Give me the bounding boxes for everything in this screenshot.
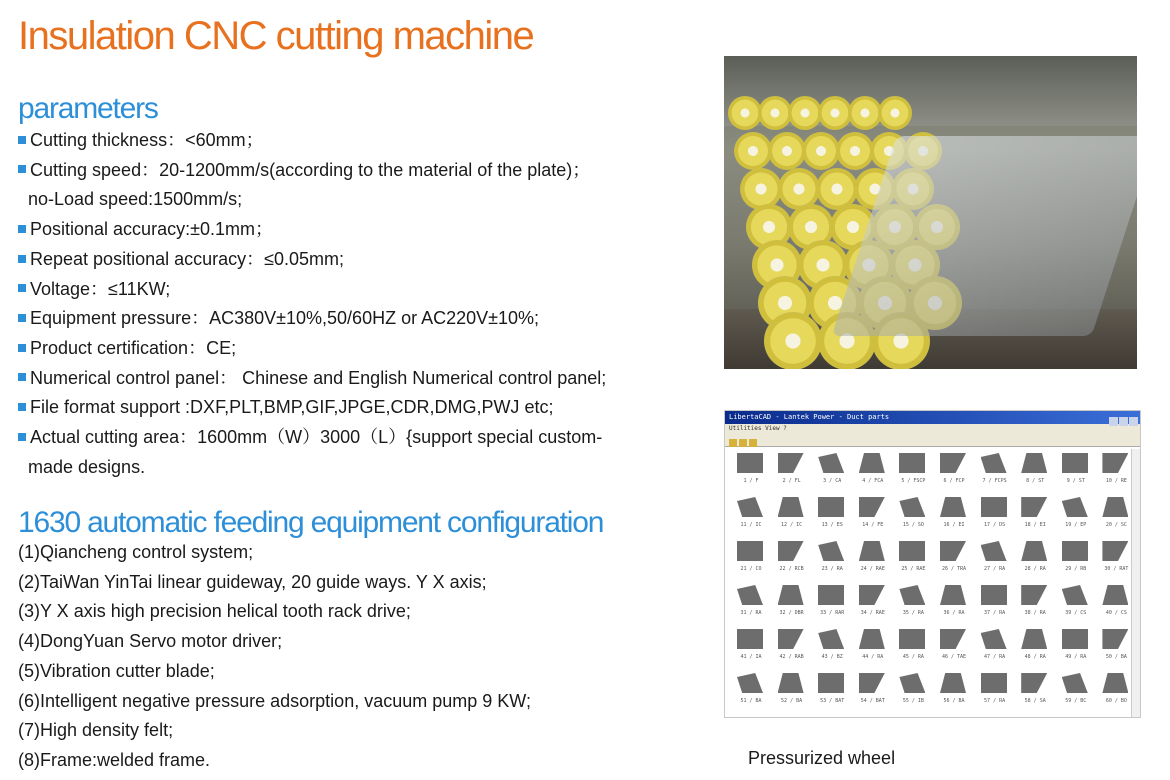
duct-part-thumbnail[interactable] [1054, 625, 1098, 669]
duct-part-thumbnail[interactable] [1013, 625, 1057, 669]
duct-part-label: 19 / EP [1065, 522, 1087, 528]
duct-part-thumbnail[interactable] [932, 449, 976, 493]
duct-part-icon [1102, 497, 1128, 517]
duct-part-icon [981, 453, 1007, 473]
screenshot-titlebar: LibertaCAD - Lantek Power - Duct parts [725, 411, 1140, 424]
minimize-icon [1109, 417, 1118, 426]
parameter-text: made designs. [28, 456, 146, 477]
duct-part-icon [737, 673, 763, 693]
duct-part-label: 6 / FCP [943, 478, 965, 484]
duct-part-icon [940, 453, 966, 473]
duct-part-label: 59 / BC [1065, 698, 1087, 704]
duct-part-thumbnail[interactable] [973, 581, 1017, 625]
duct-part-icon [940, 497, 966, 517]
maximize-icon [1119, 417, 1128, 426]
duct-part-icon [981, 629, 1007, 649]
pipe-end [734, 132, 772, 170]
duct-part-thumbnail[interactable] [810, 581, 854, 625]
duct-part-thumbnail[interactable] [1013, 537, 1057, 581]
duct-part-icon [818, 629, 844, 649]
duct-part-label: 11 / IC [740, 522, 762, 528]
duct-part-icon [940, 585, 966, 605]
parameter-item [18, 423, 708, 453]
duct-part-label: 2 / FL [782, 478, 801, 484]
duct-part-icon [1102, 673, 1128, 693]
duct-part-thumbnail[interactable] [891, 537, 935, 581]
duct-part-label: 56 / BA [943, 698, 965, 704]
configuration-item: (8)Frame:welded frame. [18, 749, 211, 770]
duct-part-thumbnail[interactable] [851, 449, 895, 493]
duct-part-thumbnail[interactable] [851, 581, 895, 625]
duct-part-label: 5 / FSCP [901, 478, 926, 484]
configuration-item: (1)Qiancheng control system; [18, 542, 254, 562]
duct-part-label: 57 / RA [984, 698, 1006, 704]
duct-part-label: 29 / RB [1065, 566, 1087, 572]
duct-part-icon [899, 453, 925, 473]
configuration-item: (7)High density felt; [18, 720, 174, 741]
duct-part-label: 23 / RA [821, 566, 843, 572]
duct-part-icon [940, 629, 966, 649]
duct-part-icon [981, 541, 1007, 561]
duct-part-icon [859, 629, 885, 649]
duct-part-icon [1021, 453, 1047, 473]
duct-part-icon [737, 497, 763, 517]
duct-part-label: 24 / RAE [860, 566, 885, 572]
duct-part-thumbnail[interactable] [1054, 537, 1098, 581]
duct-part-label: 30 / RAT [1104, 566, 1129, 572]
duct-part-thumbnail[interactable] [973, 537, 1017, 581]
configuration-list [18, 538, 531, 776]
duct-part-thumbnail[interactable] [810, 493, 854, 537]
duct-part-thumbnail[interactable] [932, 493, 976, 537]
duct-part-label: 40 / CS [1105, 610, 1127, 616]
square-bullet-icon [18, 284, 26, 292]
duct-part-label: 4 / FCA [862, 478, 884, 484]
duct-part-icon [859, 541, 885, 561]
duct-part-label: 28 / RA [1024, 566, 1046, 572]
pipe-end [818, 96, 852, 130]
duct-part-thumbnail[interactable] [1013, 493, 1057, 537]
duct-part-thumbnail[interactable] [770, 537, 814, 581]
duct-part-thumbnail[interactable] [729, 581, 773, 625]
pipe-end [836, 132, 874, 170]
duct-part-label: 47 / RA [984, 654, 1006, 660]
duct-part-thumbnail[interactable] [810, 625, 854, 669]
duct-part-icon [899, 497, 925, 517]
duct-part-label: 15 / SO [902, 522, 924, 528]
parameter-item [18, 393, 708, 423]
duct-part-icon [859, 497, 885, 517]
duct-part-label: 7 / FCPS [982, 478, 1007, 484]
duct-part-icon [778, 541, 804, 561]
duct-part-icon [859, 453, 885, 473]
duct-part-thumbnail[interactable] [770, 625, 814, 669]
configuration-heading: 1630 automatic feeding equipment configuration [18, 506, 604, 539]
pipe-end [728, 96, 762, 130]
configuration-item: (2)TaiWan YinTai linear guideway, 20 guide ways. Y X axis; [18, 571, 487, 592]
square-bullet-icon [18, 433, 26, 441]
screenshot-scrollbar [1131, 449, 1140, 717]
duct-part-icon [778, 673, 804, 693]
pipe-end [878, 96, 912, 130]
square-bullet-icon [18, 314, 26, 322]
pipe-end [768, 132, 806, 170]
duct-part-label: 22 / RCB [779, 566, 804, 572]
duct-part-icon [778, 585, 804, 605]
square-bullet-icon [18, 165, 26, 173]
window-controls [1108, 413, 1138, 422]
duct-part-thumbnail[interactable] [810, 537, 854, 581]
duct-part-label: 45 / RA [902, 654, 924, 660]
duct-part-thumbnail[interactable] [891, 669, 935, 713]
duct-part-thumbnail[interactable] [1054, 581, 1098, 625]
duct-part-icon [981, 673, 1007, 693]
duct-part-icon [1062, 629, 1088, 649]
duct-part-icon [778, 629, 804, 649]
parameter-text: no-Load speed:1500mm/s; [28, 189, 243, 210]
parameter-item [18, 126, 708, 156]
parameter-item [18, 185, 708, 215]
duct-part-icon [1021, 585, 1047, 605]
duct-part-thumbnail[interactable] [770, 493, 814, 537]
parameter-text: Numerical control panel： Chinese and English Numerical control panel; [30, 367, 607, 388]
duct-part-label: 46 / TAE [941, 654, 967, 660]
duct-part-icon [859, 585, 885, 605]
duct-part-thumbnail[interactable] [770, 581, 814, 625]
duct-part-icon [737, 541, 763, 561]
duct-part-thumbnail[interactable] [1054, 669, 1098, 713]
duct-part-label: 8 / ST [1026, 478, 1045, 484]
duct-part-icon [1102, 585, 1128, 605]
duct-part-icon [899, 673, 925, 693]
duct-part-thumbnail[interactable] [810, 669, 854, 713]
configuration-item: (4)DongYuan Servo motor driver; [18, 631, 283, 652]
duct-part-label: 60 / BO [1105, 698, 1127, 704]
duct-part-label: 18 / EI [1024, 522, 1046, 528]
duct-part-thumbnail[interactable] [932, 625, 976, 669]
duct-part-label: 39 / CS [1065, 610, 1087, 616]
duct-part-icon [818, 541, 844, 561]
duct-part-label: 25 / RAE [901, 566, 926, 572]
duct-part-icon [899, 585, 925, 605]
duct-part-label: 9 / ST [1066, 478, 1085, 484]
duct-part-label: 42 / RAB [779, 654, 804, 660]
parameter-item [18, 215, 708, 245]
duct-part-icon [1021, 673, 1047, 693]
duct-part-label: 43 / BZ [821, 654, 843, 660]
duct-part-thumbnail[interactable] [1054, 493, 1098, 537]
duct-part-icon [737, 585, 763, 605]
duct-part-icon [818, 673, 844, 693]
parameter-item [18, 275, 708, 305]
duct-part-thumbnail[interactable] [973, 493, 1017, 537]
duct-part-thumbnail[interactable] [770, 669, 814, 713]
duct-part-icon [940, 541, 966, 561]
duct-part-thumbnail[interactable] [729, 669, 773, 713]
duct-part-label: 26 / TRA [941, 566, 967, 572]
duct-part-icon [1102, 453, 1128, 473]
duct-part-label: 50 / BA [1105, 654, 1127, 660]
duct-part-thumbnail[interactable] [1013, 669, 1057, 713]
duct-part-icon [899, 541, 925, 561]
duct-part-thumbnail[interactable] [1013, 449, 1057, 493]
duct-part-thumbnail[interactable] [729, 537, 773, 581]
duct-part-thumbnail[interactable] [932, 537, 976, 581]
square-bullet-icon [18, 136, 26, 144]
duct-part-label: 36 / RA [943, 610, 965, 616]
duct-part-icon [1062, 673, 1088, 693]
duct-part-icon [1021, 629, 1047, 649]
screenshot-menubar: Utilities View ? [725, 424, 1140, 434]
duct-part-icon [859, 673, 885, 693]
duct-part-icon [1062, 453, 1088, 473]
duct-part-icon [818, 453, 844, 473]
duct-part-thumbnail[interactable] [729, 449, 773, 493]
duct-part-thumbnail[interactable] [891, 493, 935, 537]
duct-part-thumbnail[interactable] [973, 449, 1017, 493]
square-bullet-icon [18, 403, 26, 411]
parameter-item [18, 156, 708, 186]
parameter-text: Cutting speed：20-1200mm/s(according to the material of the plate)； [30, 159, 591, 180]
parameter-text: File format support :DXF,PLT,BMP,GIF,JPGE,CDR,DMG,PWJ etc; [30, 397, 554, 418]
duct-part-thumbnail[interactable] [973, 669, 1017, 713]
duct-part-label: 20 / SC [1105, 522, 1127, 528]
duct-part-thumbnail[interactable] [932, 669, 976, 713]
screenshot-toolbar [725, 434, 1140, 447]
duct-part-label: 41 / IA [740, 654, 762, 660]
duct-part-thumbnail[interactable] [1013, 581, 1057, 625]
configuration-item: (5)Vibration cutter blade; [18, 660, 215, 681]
duct-part-label: 10 / RE [1105, 478, 1127, 484]
square-bullet-icon [18, 225, 26, 233]
duct-part-label: 58 / SA [1024, 698, 1046, 704]
duct-part-label: 33 / RAR [820, 610, 845, 616]
duct-part-label: 55 / IB [902, 698, 924, 704]
duct-part-label: 48 / RA [1024, 654, 1046, 660]
duct-part-icon [737, 453, 763, 473]
duct-part-label: 21 / CO [740, 566, 762, 572]
duct-part-label: 35 / RA [902, 610, 924, 616]
configuration-item: (6)Intelligent negative pressure adsorption, vacuum pump 9 KW; [18, 690, 531, 711]
duct-part-label: 31 / RA [740, 610, 762, 616]
duct-part-icon [1102, 629, 1128, 649]
duct-part-thumbnail[interactable] [891, 581, 935, 625]
duct-part-icon [940, 673, 966, 693]
parameters-list [18, 126, 708, 482]
duct-part-icon [1062, 541, 1088, 561]
duct-part-icon [1021, 541, 1047, 561]
duct-part-thumbnail[interactable] [932, 581, 976, 625]
duct-part-icon [737, 629, 763, 649]
duct-part-thumbnail[interactable] [810, 449, 854, 493]
duct-part-label: 17 / DS [984, 522, 1006, 528]
parameter-text: Cutting thickness：<60mm； [30, 130, 264, 150]
duct-part-label: 13 / ES [821, 522, 843, 528]
square-bullet-icon [18, 373, 26, 381]
duct-part-icon [1021, 497, 1047, 517]
duct-part-label: 12 / IC [781, 522, 803, 528]
parts-grid [729, 449, 1135, 715]
duct-part-thumbnail[interactable] [973, 625, 1017, 669]
pipe-end [802, 132, 840, 170]
parameter-text: Actual cutting area：1600mm（W）3000（L）{support special custom- [30, 427, 603, 448]
duct-part-icon [778, 497, 804, 517]
configuration-item: (3)Y X axis high precision helical tooth rack drive; [18, 601, 411, 622]
parameter-item [18, 245, 708, 275]
pipe-end [848, 96, 882, 130]
duct-part-thumbnail[interactable] [891, 625, 935, 669]
parameter-item [18, 453, 708, 483]
duct-part-label: 3 / CA [823, 478, 842, 484]
duct-part-label: 16 / EI [943, 522, 965, 528]
grid-icon [749, 439, 757, 447]
close-icon [1129, 417, 1138, 426]
duct-part-label: 51 / BA [740, 698, 762, 704]
duct-part-label: 54 / BAT [860, 698, 885, 704]
duct-part-label: 32 / DBR [779, 610, 804, 616]
duct-part-thumbnail[interactable] [729, 625, 773, 669]
duct-part-label: 34 / RAE [860, 610, 885, 616]
pipe-end [758, 96, 792, 130]
parameter-item [18, 304, 708, 334]
software-parts-screenshot [724, 410, 1141, 718]
parameter-text: Equipment pressure：AC380V±10%,50/60HZ or AC220V±10%; [30, 308, 540, 329]
duct-part-thumbnail[interactable] [1054, 449, 1098, 493]
duct-part-label: 44 / RA [862, 654, 884, 660]
duct-part-thumbnail[interactable] [729, 493, 773, 537]
parameters-heading: parameters [18, 92, 158, 125]
duct-part-thumbnail[interactable] [851, 669, 895, 713]
page-title: Insulation CNC cutting machine [18, 14, 534, 58]
insulation-pipes-photo [724, 56, 1137, 369]
duct-part-label: 27 / RA [984, 566, 1006, 572]
duct-part-icon [1102, 541, 1128, 561]
duct-part-icon [778, 453, 804, 473]
pipe-end [788, 96, 822, 130]
duct-part-icon [899, 629, 925, 649]
duct-part-icon [981, 585, 1007, 605]
square-bullet-icon [18, 255, 26, 263]
duct-part-thumbnail[interactable] [891, 449, 935, 493]
parameter-item [18, 364, 708, 394]
duct-part-label: 38 / RA [1024, 610, 1046, 616]
duct-part-icon [981, 497, 1007, 517]
duct-part-icon [1062, 497, 1088, 517]
parameter-text: Product certification：CE; [30, 337, 237, 358]
duct-part-label: 1 / F [743, 478, 759, 484]
duct-part-icon [818, 585, 844, 605]
parameter-text: Positional accuracy:±0.1mm； [30, 219, 273, 240]
parameter-text: Voltage：≤11KW; [30, 278, 171, 299]
square-bullet-icon [18, 344, 26, 352]
duct-part-thumbnail[interactable] [770, 449, 814, 493]
duct-part-label: 37 / RA [984, 610, 1006, 616]
open-icon [729, 439, 737, 447]
duct-part-thumbnail[interactable] [851, 537, 895, 581]
duct-part-icon [1062, 585, 1088, 605]
duct-part-label: 52 / BA [781, 698, 803, 704]
duct-part-icon [818, 497, 844, 517]
duct-part-label: 53 / BAT [820, 698, 845, 704]
screenshot-caption: Pressurized wheel [748, 748, 896, 768]
duct-part-thumbnail[interactable] [851, 625, 895, 669]
pipe-end [740, 168, 782, 210]
pipe-end [764, 312, 822, 369]
parameter-item [18, 334, 708, 364]
save-icon [739, 439, 747, 447]
duct-part-label: 49 / RA [1065, 654, 1087, 660]
duct-part-thumbnail[interactable] [851, 493, 895, 537]
duct-part-label: 14 / FE [862, 522, 884, 528]
parameter-text: Repeat positional accuracy：≤0.05mm; [30, 248, 345, 269]
